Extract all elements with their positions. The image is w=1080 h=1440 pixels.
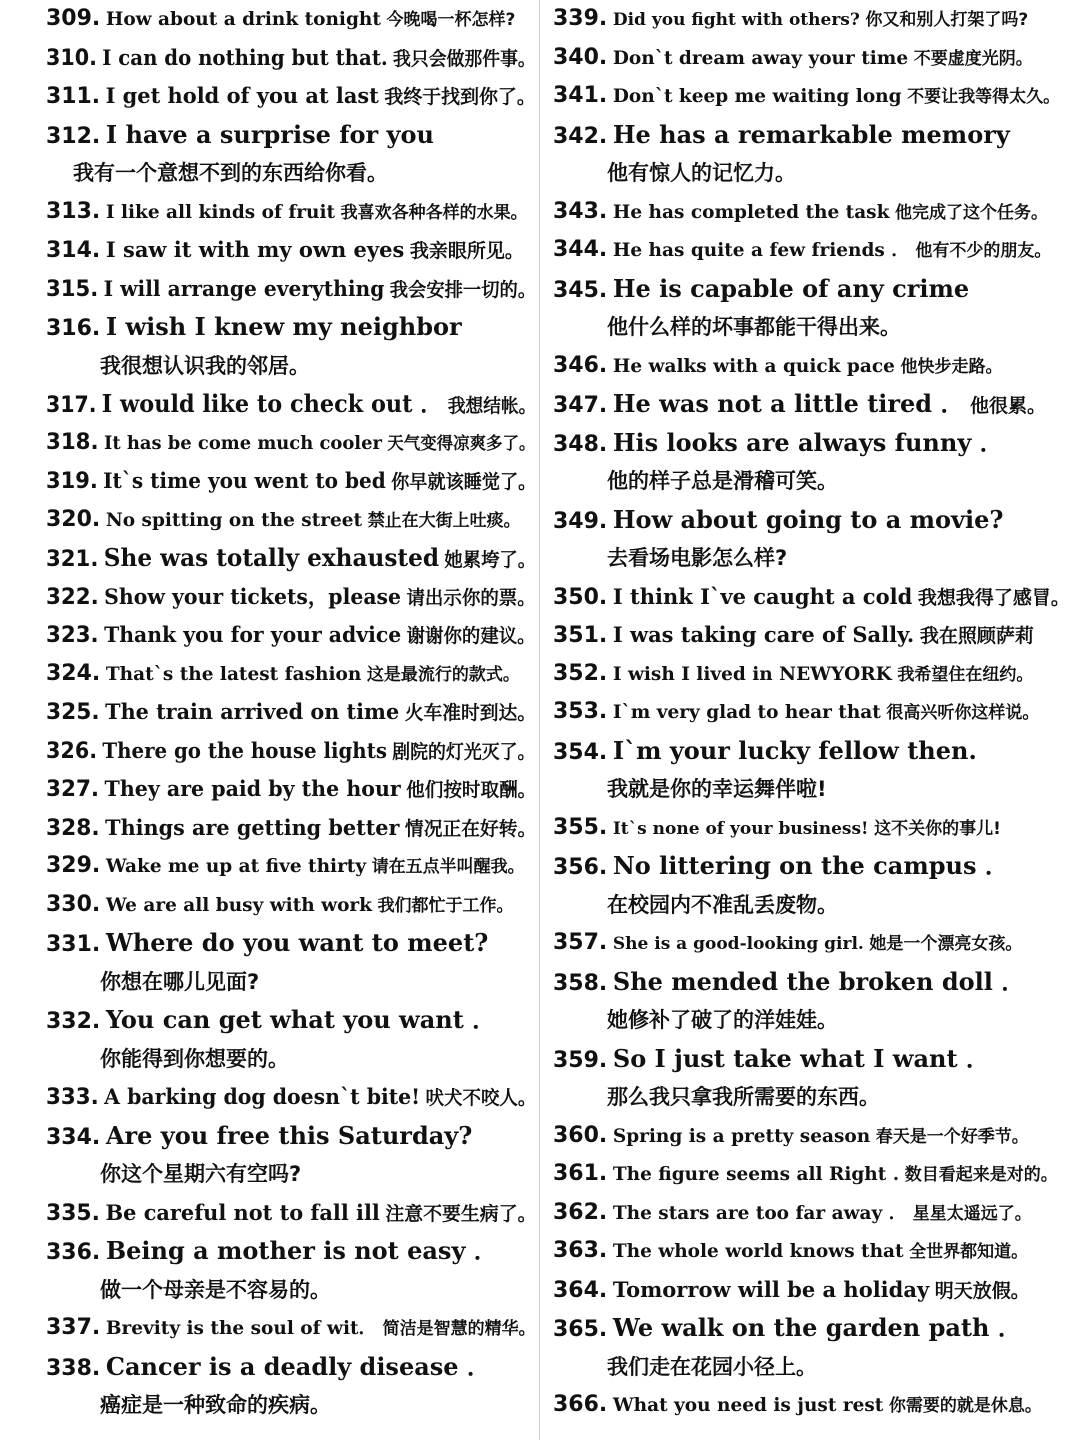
phrase-chinese: 很高兴听你这样说。: [886, 703, 1040, 723]
phrase-chinese: 你这个星期六有空吗?: [100, 1162, 302, 1186]
phrase-english: That`s the latest fashion: [105, 663, 362, 685]
phrase-number: 341.: [553, 83, 608, 108]
phrase-chinese: 全世界都知道。: [909, 1242, 1029, 1262]
column-divider: [539, 0, 540, 1440]
phrase-number: 309.: [46, 6, 101, 31]
phrase-line: [553, 1271, 1073, 1310]
phrase-chinese: 情况正在好转。: [404, 817, 537, 840]
phrase-chinese: 他有惊人的记忆力。: [607, 161, 796, 185]
phrase-line: [46, 539, 537, 578]
phrase-english: He has a remarkable memory: [612, 119, 1010, 149]
phrase-line: [46, 693, 537, 732]
phrase-english: How about a drink tonight: [105, 9, 381, 30]
phrase-line: [46, 385, 537, 424]
phrase-line: [553, 77, 1073, 116]
phrase-line: [553, 924, 1073, 963]
phrase-chinese: 你早就该睡觉了。: [391, 471, 537, 493]
phrase-line: [46, 424, 536, 463]
phrase-english: He has quite a few friends ．: [612, 240, 910, 261]
phrase-line: [46, 655, 536, 694]
phrase-chinese: 吠犬不咬人。: [425, 1087, 537, 1109]
phrase-chinese: 我想我得了感冒。: [917, 586, 1070, 609]
phrase-line: [46, 193, 536, 232]
phrase-line: [46, 462, 537, 501]
phrase-english: Being a mother is not easy ．: [105, 1236, 498, 1265]
phrase-english: Thank you for your advice: [104, 622, 402, 647]
phrase-english: I`m very glad to hear that: [612, 702, 881, 723]
phrase-number: 336.: [46, 1240, 101, 1265]
phrase-number: 343.: [553, 198, 608, 224]
phrase-line: [553, 1040, 1073, 1079]
phrase-chinese: 天气变得凉爽多了。: [387, 433, 536, 454]
phrase-translation-line: [46, 1040, 536, 1079]
phrase-english: What you need is just rest: [612, 1395, 884, 1416]
phrase-translation-line: [46, 1386, 536, 1425]
phrase-chinese: 这是最流行的款式。: [366, 664, 520, 685]
phrase-number: 348.: [553, 431, 608, 457]
phrase-number: 316.: [46, 316, 101, 341]
phrase-english: He has completed the task: [612, 201, 890, 223]
phrase-english: We are all busy with work: [105, 894, 372, 916]
phrase-line: [553, 116, 1073, 155]
phrase-chinese: 你想在哪儿见面?: [100, 969, 260, 994]
phrase-english: The stars are too far away ．: [612, 1202, 908, 1224]
phrase-translation-line: [46, 963, 536, 1002]
phrase-chinese: 你能得到你想要的。: [100, 1046, 289, 1071]
phrase-chinese: 我在照顾萨莉: [919, 625, 1034, 647]
phrase-english: I would like to check out ．: [101, 389, 443, 418]
phrase-line: [46, 1078, 537, 1117]
phrase-chinese: 做一个母亲是不容易的。: [100, 1277, 331, 1302]
phrase-line: [46, 0, 536, 39]
phrase-chinese: 谢谢你的建议。: [406, 625, 536, 647]
phrase-chinese: 我希望住在纽约。: [897, 664, 1034, 685]
phrase-number: 352.: [553, 660, 608, 686]
phrase-english: She is a good-looking girl.: [612, 934, 864, 954]
phrase-english: I have a surprise for you: [105, 119, 434, 149]
phrase-chinese: 去看场电影怎么样?: [607, 546, 788, 570]
phrase-chinese: 我喜欢各种各样的水果。: [340, 202, 528, 223]
phrase-english: Where do you want to meet?: [105, 928, 489, 957]
phrase-number: 311.: [46, 84, 101, 109]
phrase-english: Cancer is a deadly disease ．: [105, 1351, 491, 1381]
phrase-line: [46, 77, 534, 116]
phrase-chinese: 请出示你的票。: [406, 586, 536, 609]
phrase-chinese: 在校园内不准乱丢废物。: [607, 892, 838, 917]
phrase-number: 324.: [46, 660, 101, 686]
phrase-english: The figure seems all Right .: [612, 1164, 900, 1185]
phrase-chinese: 剧院的灯光灭了。: [392, 740, 536, 763]
phrase-number: 365.: [553, 1317, 608, 1342]
phrase-number: 353.: [553, 699, 608, 724]
phrase-chinese: 简洁是智慧的精华。: [382, 1319, 536, 1339]
phrase-number: 344.: [553, 237, 608, 262]
phrase-chinese: 我很想认识我的邻居。: [100, 353, 310, 378]
phrase-number: 340.: [553, 44, 608, 70]
phrase-number: 363.: [553, 1238, 608, 1263]
phrase-line: [553, 732, 1073, 771]
phrase-line: [46, 501, 536, 540]
phrase-line: [46, 770, 537, 809]
right-column: [553, 0, 1073, 1425]
phrase-english: How about going to a movie?: [612, 504, 1004, 534]
phrase-english: She mended the broken doll ．: [612, 966, 1026, 996]
phrase-number: 310.: [46, 45, 97, 71]
phrase-line: [46, 270, 537, 309]
phrase-english: It has be come much cooler: [103, 432, 382, 454]
phrase-number: 346.: [553, 352, 608, 378]
phrase-chinese: 数目看起来是对的。: [904, 1165, 1058, 1185]
phrase-number: 326.: [46, 738, 98, 764]
phrase-number: 338.: [46, 1355, 101, 1381]
phrase-line: [553, 1155, 1073, 1194]
phrase-english: Things are getting better: [105, 814, 400, 840]
phrase-english: Be careful not to fall ill: [105, 1199, 380, 1225]
phrase-translation-line: [46, 347, 536, 386]
phrase-chinese: 你需要的就是休息。: [888, 1396, 1042, 1416]
phrase-english: There go the house lights: [102, 737, 387, 763]
phrase-english: A barking dog doesn`t bite!: [104, 1084, 421, 1109]
phrase-english: It`s none of your business!: [612, 818, 869, 839]
phrase-number: 364.: [553, 1277, 608, 1303]
phrase-line: [46, 886, 536, 925]
phrase-line: [553, 578, 1073, 617]
phrase-chinese: 她累垮了。: [444, 549, 537, 571]
phrase-chinese: 明天放假。: [934, 1279, 1030, 1302]
phrase-line: [553, 1309, 1073, 1348]
phrase-english: The whole world knows that: [612, 1241, 904, 1262]
phrase-english: I wish I knew my neighbor: [105, 312, 462, 341]
phrase-chinese: 这不关你的事儿!: [874, 818, 1001, 839]
phrase-line: [46, 39, 536, 78]
phrase-line: [553, 1117, 1073, 1156]
phrase-number: 357.: [553, 930, 608, 955]
phrase-chinese: 他快步走路。: [900, 356, 1003, 377]
phrase-number: 350.: [553, 584, 608, 610]
phrase-number: 332.: [46, 1009, 101, 1034]
phrase-number: 335.: [46, 1200, 100, 1226]
phrase-english: I get hold of you at last: [105, 83, 379, 108]
phrase-number: 362.: [553, 1199, 608, 1225]
phrase-number: 314.: [46, 238, 101, 263]
phrase-number: 313.: [46, 198, 101, 224]
phrase-number: 317.: [46, 393, 97, 418]
phrase-line: [553, 193, 1073, 232]
phrase-english: It`s time you went to bed: [103, 468, 386, 493]
phrase-number: 329.: [46, 853, 101, 878]
phrase-line: [553, 501, 1073, 540]
phrase-number: 319.: [46, 469, 98, 494]
phrase-number: 354.: [553, 739, 608, 765]
phrase-english: I think I`ve caught a cold: [612, 583, 913, 609]
phrase-english: You can get what you want ．: [105, 1005, 497, 1034]
phrase-line: [46, 1194, 537, 1233]
phrase-number: 315.: [46, 276, 99, 302]
phrase-number: 349.: [553, 508, 608, 534]
phrase-line: [553, 655, 1073, 694]
phrase-translation-line: [46, 154, 536, 193]
phrase-line: [46, 231, 536, 270]
phrase-chinese: 火车准时到达。: [404, 702, 537, 724]
phrase-line: [46, 116, 536, 155]
phrase-number: 337.: [46, 1315, 101, 1340]
phrase-chinese: 今晚喝一杯怎样?: [386, 10, 516, 30]
phrase-english: She was totally exhausted: [103, 543, 440, 572]
phrase-chinese: 他的样子总是滑稽可笑。: [607, 469, 838, 493]
phrase-english: Wake me up at five thirty: [105, 856, 367, 877]
phrase-chinese: 她是一个漂亮女孩。: [869, 934, 1023, 954]
phrase-english: The train arrived on time: [105, 699, 400, 724]
phrase-english: No spitting on the street: [105, 509, 363, 531]
phrase-number: 339.: [553, 6, 608, 31]
phrase-english: So I just take what I want ．: [612, 1043, 990, 1073]
phrase-line: [46, 1117, 536, 1156]
phrase-translation-line: [553, 1078, 1073, 1117]
phrase-line: [553, 1386, 1073, 1425]
phrase-number: 360.: [553, 1122, 608, 1148]
phrase-line: [46, 1001, 536, 1040]
phrase-translation-line: [46, 1271, 536, 1310]
phrase-line: [553, 424, 1073, 463]
phrase-line: [46, 578, 536, 617]
phrase-number: 320.: [46, 506, 101, 532]
phrase-number: 347.: [553, 393, 608, 418]
phrase-english: Show your tickets，please: [104, 583, 402, 609]
phrase-english: I can do nothing but that.: [102, 44, 388, 70]
phrase-english: His looks are always funny ．: [612, 427, 1004, 457]
phrase-number: 321.: [46, 547, 99, 572]
phrase-line: [553, 847, 1073, 886]
phrase-english: I saw it with my own eyes: [105, 237, 405, 262]
phrase-chinese: 我只会做那件事。: [393, 47, 536, 70]
phrase-english: Spring is a pretty season: [612, 1125, 871, 1147]
phrase-line: [46, 924, 536, 963]
phrase-translation-line: [553, 886, 1073, 925]
phrase-chinese: 他完成了这个任务。: [895, 202, 1048, 223]
phrase-english: Don`t keep me waiting long: [612, 86, 902, 107]
phrase-chinese: 注意不要生病了。: [385, 1202, 537, 1225]
phrase-line: [553, 809, 1073, 848]
phrase-chinese: 她修补了破了的洋娃娃。: [607, 1008, 838, 1032]
phrase-english: I will arrange everything: [103, 275, 385, 301]
phrase-translation-line: [553, 154, 1073, 193]
phrase-chinese: 你又和别人打架了吗?: [865, 10, 1029, 30]
phrase-number: 356.: [553, 855, 608, 880]
phrase-number: 342.: [553, 123, 608, 149]
phrase-translation-line: [553, 462, 1073, 501]
phrase-line: [553, 1194, 1073, 1233]
phrase-number: 351.: [553, 623, 608, 648]
phrase-english: Brevity is the soul of wit．: [105, 1318, 378, 1339]
phrase-number: 322.: [46, 584, 99, 610]
phrase-line: [553, 1232, 1073, 1271]
phrase-line: [46, 732, 536, 771]
phrase-english: I was taking care of Sally.: [612, 622, 915, 647]
phrase-line: [46, 809, 537, 848]
phrase-line: [553, 347, 1073, 386]
phrase-line: [46, 847, 536, 886]
phrase-translation-line: [553, 308, 1073, 347]
phrase-chinese: 我们走在花园小径上。: [607, 1354, 817, 1379]
phrase-english: He was not a little tired ．: [612, 389, 965, 418]
phrase-number: 328.: [46, 815, 100, 841]
phrase-number: 330.: [46, 891, 101, 917]
phrase-chinese: 他什么样的坏事都能干得出来。: [607, 315, 901, 339]
phrase-line: [553, 385, 1073, 424]
phrase-chinese: 春天是一个好季节。: [875, 1126, 1029, 1147]
phrase-chinese: 癌症是一种致命的疾病。: [100, 1393, 331, 1417]
phrase-english: They are paid by the hour: [104, 776, 401, 801]
phrase-english: Are you free this Saturday?: [105, 1120, 473, 1150]
phrase-number: 331.: [46, 932, 101, 957]
phrase-line: [553, 231, 1073, 270]
phrase-number: 333.: [46, 1085, 99, 1110]
phrase-translation-line: [553, 1348, 1073, 1387]
phrase-chinese: 我会安排一切的。: [389, 278, 537, 301]
phrase-english: We walk on the garden path ．: [612, 1313, 1022, 1342]
phrase-number: 355.: [553, 814, 608, 840]
phrase-number: 345.: [553, 277, 608, 303]
phrase-number: 327.: [46, 777, 100, 802]
phrase-line: [46, 1348, 536, 1387]
phrase-chinese: 禁止在大街上吐痰。: [367, 510, 521, 531]
phrase-number: 358.: [553, 970, 608, 996]
phrase-english: I wish I lived in NEWYORK: [612, 663, 892, 685]
phrase-line: [553, 39, 1073, 78]
phrase-translation-line: [553, 1001, 1073, 1040]
phrase-number: 334.: [46, 1124, 101, 1150]
phrase-chinese: 我就是你的幸运舞伴啦!: [607, 777, 827, 801]
phrase-english: He is capable of any crime: [612, 273, 970, 303]
phrase-line: [553, 616, 1073, 655]
phrase-line: [553, 693, 1073, 732]
phrase-line: [553, 270, 1073, 309]
phrase-chinese: 他很累。: [970, 395, 1047, 417]
phrase-translation-line: [46, 1155, 536, 1194]
phrase-chinese: 我想结帐。: [447, 395, 537, 417]
phrase-english: I`m your lucky fellow then.: [612, 735, 977, 765]
phrase-chinese: 请在五点半叫醒我。: [371, 857, 525, 877]
phrase-chinese: 我终于找到你了。: [384, 86, 536, 108]
left-column: [46, 0, 536, 1425]
phrase-number: 361.: [553, 1161, 608, 1186]
phrase-line: [46, 1232, 536, 1271]
phrase-chinese: 星星太遥远了。: [912, 1203, 1032, 1224]
phrase-english: He walks with a quick pace: [612, 355, 895, 377]
phrase-line: [46, 616, 536, 655]
phrase-translation-line: [553, 770, 1073, 809]
phrase-number: 359.: [553, 1047, 608, 1073]
phrase-english: Did you fight with others?: [612, 10, 860, 30]
phrase-number: 323.: [46, 623, 99, 648]
phrase-chinese: 他们按时取酬。: [406, 779, 537, 801]
phrase-english: Don`t dream away your time: [612, 47, 909, 69]
phrase-translation-line: [553, 539, 1073, 578]
phrase-line: [46, 308, 536, 347]
phrase-line: [46, 1309, 536, 1348]
phrase-english: I like all kinds of fruit: [105, 201, 336, 223]
phrase-chinese: 不要虚度光阴。: [913, 48, 1033, 69]
phrase-number: 312.: [46, 123, 101, 149]
phrase-chinese: 我们都忙于工作。: [377, 895, 514, 916]
phrase-line: [553, 963, 1073, 1002]
phrase-chinese: 那么我只拿我所需要的东西。: [607, 1085, 880, 1109]
phrase-line: [553, 0, 1073, 39]
phrase-number: 325.: [46, 700, 100, 725]
phrase-chinese: 他有不少的朋友。: [915, 241, 1052, 261]
phrase-chinese: 我亲眼所见。: [409, 240, 524, 262]
phrase-english: No littering on the campus ．: [612, 851, 1009, 880]
phrase-english: Tomorrow will be a holiday: [612, 1276, 930, 1302]
phrase-number: 318.: [46, 429, 99, 455]
phrase-chinese: 我有一个意想不到的东西给你看。: [73, 161, 388, 185]
phrase-number: 366.: [553, 1392, 608, 1417]
phrase-chinese: 不要让我等得太久。: [907, 87, 1061, 107]
